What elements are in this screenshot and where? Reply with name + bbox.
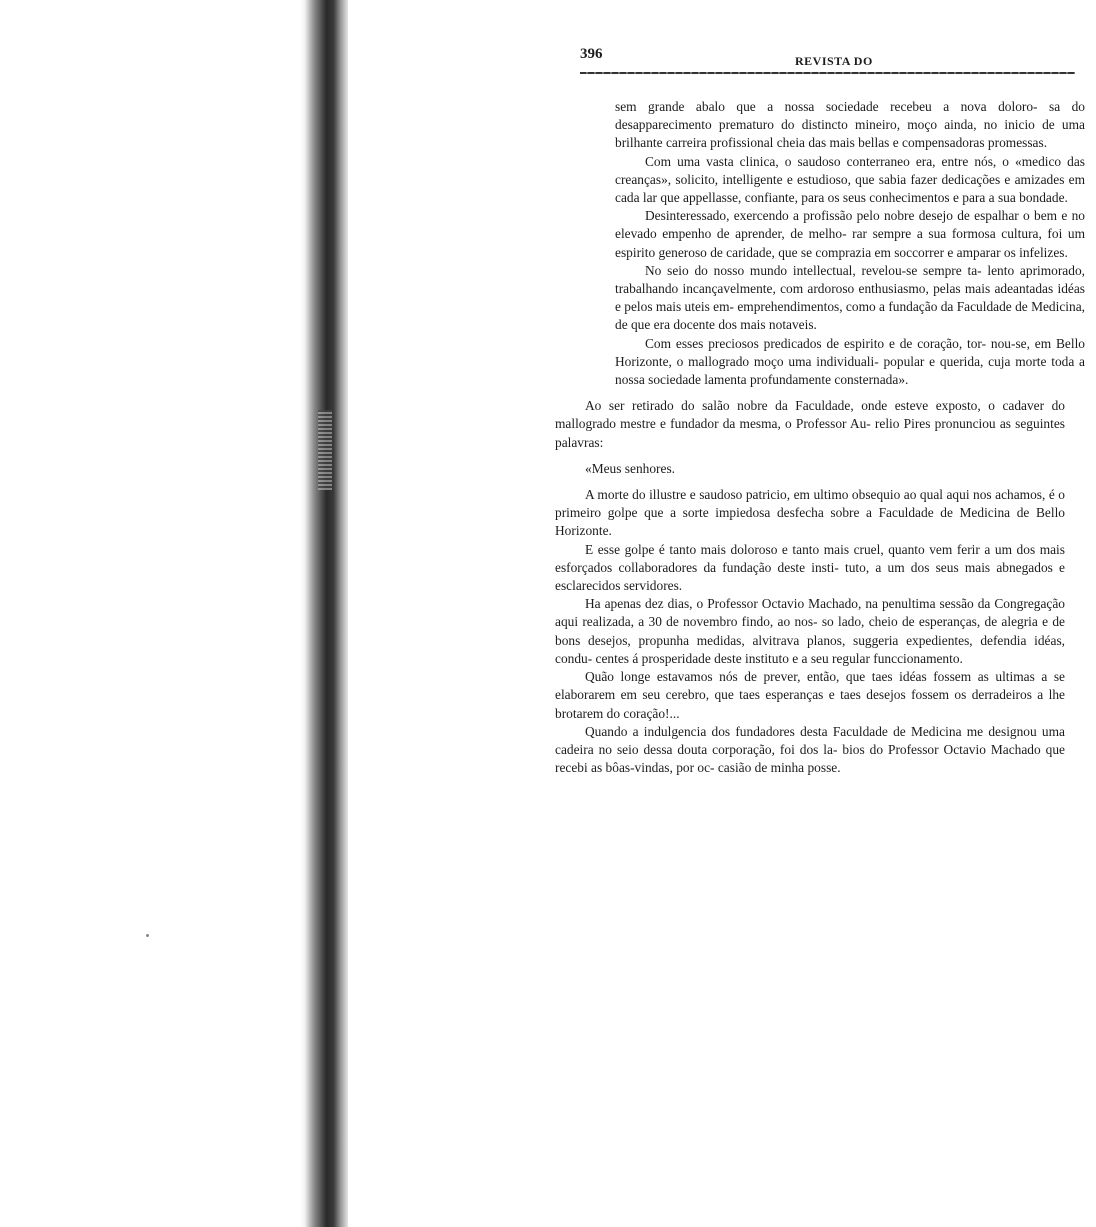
speech-greeting: «Meus senhores. bbox=[585, 460, 676, 476]
page-header bbox=[555, 40, 1075, 74]
quote-paragraph: Desinteressado, exercendo a profissão pelo nobre desejo de espalhar o bem e no elevado empenho de aprender, de melho- rar sempre a sua formosa cultura, foi um espirito generoso de caridade, que se comprazia em soccorrer e amparar os infelizes. bbox=[615, 208, 1085, 260]
binding-mark bbox=[318, 410, 332, 490]
book-page bbox=[555, 40, 1085, 776]
speech-paragraph: A morte do illustre e saudoso patricio, em ultimo obsequio ao qual aqui nos achamos, é o primeiro golpe que a sorte impiedosa desfecha sobre a Faculdade de Medicina de Bello Horizonte. bbox=[555, 487, 1065, 539]
quoted-article bbox=[615, 98, 1085, 389]
running-head: REVISTA DO bbox=[795, 54, 873, 68]
quote-paragraph: No seio do nosso mundo intellectual, revelou-se sempre ta- lento aprimorado, trabalhando incançavelmente, com ardoroso enthusiasmo, pelas mais adeantadas idéas e pelos mais uteis em- emprehendimentos, como a fundação da Faculdade de Medicina, de que era docente dos mais notaveis. bbox=[615, 262, 1085, 333]
page-text bbox=[555, 98, 1085, 777]
speech-paragraph: Quando a indulgencia dos fundadores desta Faculdade de Medicina me designou uma cadeira no seio dessa douta corporação, foi dos la- bios do Professor Octavio Machado que recebi as bôas-vindas, por oc- casião de minha posse. bbox=[555, 723, 1065, 776]
speech-paragraph: E esse golpe é tanto mais doloroso e tanto mais cruel, quanto vem ferir a um dos mais esforçados collaboradores da fundação deste insti- tuto, a um dos seus mais abnegados e esclarecidos servidores. bbox=[555, 541, 1065, 594]
main-body bbox=[555, 397, 1065, 777]
body-paragraph: Ao ser retirado do salão nobre da Faculdade, onde esteve exposto, o cadaver do mallogrado mestre e fundador da mesma, o Professor Au- relio Pires pronunciou as seguintes palavras: bbox=[555, 398, 1065, 450]
speck bbox=[146, 934, 149, 937]
quote-paragraph: Com uma vasta clinica, o saudoso conterraneo era, entre nós, o «medico das creanças», solicito, intelligente e estudioso, que sabia fazer dedicações e amizades em cada lar que appellasse, confiante, para os seus conhecimentos e para a sua bondade. bbox=[615, 153, 1085, 206]
quote-paragraph: Com esses preciosos predicados de espirito e de coração, tor- nou-se, em Bello Horizonte, o mallogrado moço uma individuali- popular e querida, cuja morte toda a nossa sociedade lamenta profundamente consternada». bbox=[615, 335, 1085, 388]
speech-paragraph: Quão longe estavamos nós de prever, então, que taes idéas fossem as ultimas a se elaborarem em seu cerebro, que taes esperanças e taes desejos fossem os derradeiros a lhe brotarem do coração!... bbox=[555, 669, 1065, 721]
quote-paragraph: sem grande abalo que a nossa sociedade recebeu a nova doloro- sa do desapparecimento prematuro do distincto mineiro, moço ainda, no inicio de uma brilhante carreira profissional cheia das mais bellas e compensadoras promessas. bbox=[615, 99, 1085, 151]
book-spine-shadow bbox=[300, 0, 348, 1227]
speech-paragraph: Ha apenas dez dias, o Professor Octavio Machado, na penultima sessão da Congregação aqui realizada, a 30 de novembro findo, ao nos- so lado, cheio de esperanças, de alegria e de bons desejos, propunha medidas, alvitrava planos, suggeria expedientes, defendia idéas, condu- centes á prosperidade deste instituto e a seu regular funccionamento. bbox=[555, 596, 1065, 666]
page-number: 396 bbox=[580, 46, 603, 62]
header-rule bbox=[580, 72, 1075, 74]
